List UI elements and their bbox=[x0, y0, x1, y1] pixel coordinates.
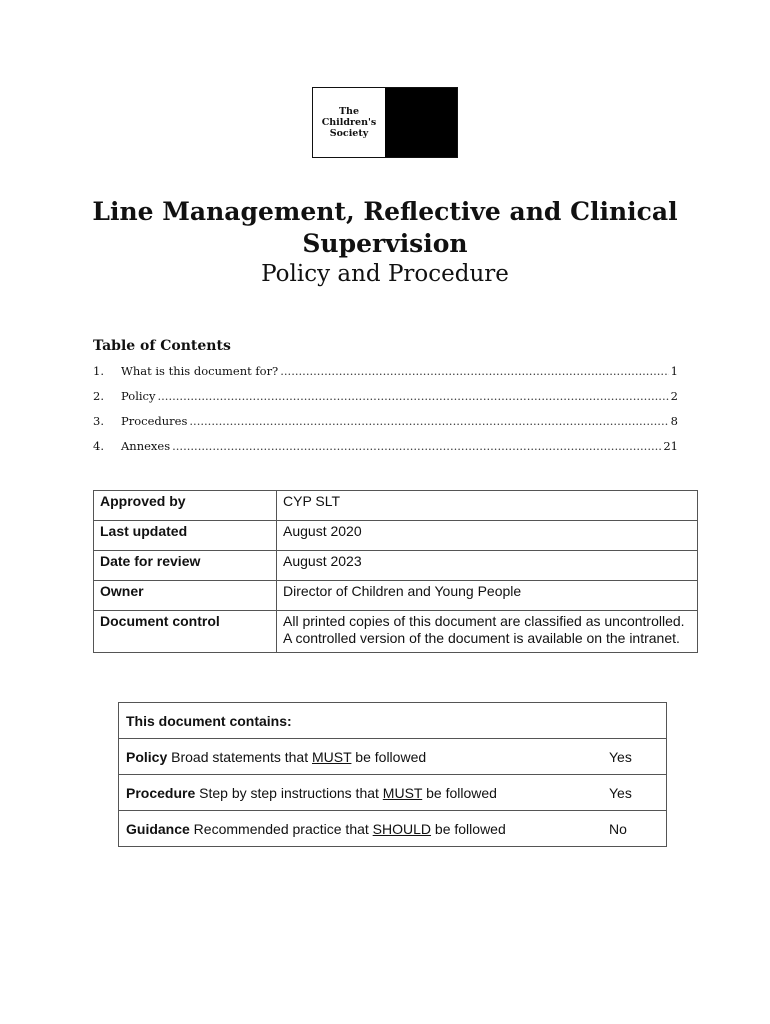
table-row bbox=[94, 581, 698, 611]
contains-value: No bbox=[602, 811, 667, 847]
info-label: Approved by bbox=[94, 491, 277, 521]
contains-emphasis: SHOULD bbox=[372, 820, 432, 837]
toc-entry[interactable] bbox=[93, 389, 678, 414]
contains-term: Procedure bbox=[126, 784, 196, 801]
contains-text: be followed bbox=[422, 784, 497, 801]
table-row bbox=[119, 703, 667, 739]
contains-heading: This document contains: bbox=[119, 703, 667, 739]
toc-entry-page: 2 bbox=[670, 389, 678, 403]
toc-entry-page: 21 bbox=[663, 439, 678, 453]
info-label: Last updated bbox=[94, 521, 277, 551]
contains-term: Guidance bbox=[126, 820, 190, 837]
table-row bbox=[119, 739, 667, 775]
contains-text: be followed bbox=[351, 748, 427, 765]
contains-emphasis: MUST bbox=[382, 784, 423, 801]
logo-black-panel bbox=[385, 88, 457, 157]
document-title: Line Management, Reflective and Clinical Supervision bbox=[92, 197, 678, 258]
contains-description bbox=[119, 811, 603, 847]
toc-entry-label[interactable]: Policy bbox=[121, 389, 156, 403]
toc-dot-leader bbox=[189, 414, 668, 428]
contains-value: Yes bbox=[602, 775, 667, 811]
info-label: Document control bbox=[94, 611, 277, 653]
document-subtitle: Policy and Procedure bbox=[261, 261, 509, 287]
toc-dot-leader bbox=[172, 439, 661, 453]
info-value: All printed copies of this document are classified as uncontrolled. A controlled version of the document is available on the intranet. bbox=[277, 611, 698, 653]
toc-entry[interactable] bbox=[93, 439, 678, 464]
contains-text: Recommended practice that bbox=[189, 820, 373, 837]
info-value: CYP SLT bbox=[277, 491, 698, 521]
contains-description bbox=[119, 739, 603, 775]
table-row bbox=[119, 811, 667, 847]
toc-entry-number: 3. bbox=[93, 414, 104, 428]
document-contains-table bbox=[118, 702, 667, 847]
toc-entry-label[interactable]: Annexes bbox=[121, 439, 171, 453]
document-info-table bbox=[93, 490, 698, 653]
table-row bbox=[94, 551, 698, 581]
contains-emphasis: MUST bbox=[312, 748, 352, 765]
table-row bbox=[94, 491, 698, 521]
toc-entry-number: 1. bbox=[93, 364, 104, 378]
contains-value: Yes bbox=[602, 739, 667, 775]
contains-text: Broad statements that bbox=[167, 748, 312, 765]
logo-line-1: The bbox=[338, 106, 360, 117]
toc-entry-number: 4. bbox=[93, 439, 104, 453]
contains-text: Step by step instructions that bbox=[195, 784, 383, 801]
toc-entry-page: 8 bbox=[670, 414, 678, 428]
contains-text: be followed bbox=[431, 820, 506, 837]
table-row bbox=[119, 775, 667, 811]
logo-line-3: Society bbox=[329, 128, 369, 139]
info-label: Owner bbox=[94, 581, 277, 611]
toc-entry-label[interactable]: What is this document for? bbox=[121, 364, 279, 378]
toc-entry[interactable] bbox=[93, 364, 678, 389]
toc-entry-number: 2. bbox=[93, 389, 104, 403]
info-value: Director of Children and Young People bbox=[277, 581, 698, 611]
toc-dot-leader bbox=[280, 364, 668, 378]
logo-line-2: Children's bbox=[321, 117, 377, 128]
toc-entry-page: 1 bbox=[670, 364, 678, 378]
contains-term: Policy bbox=[126, 748, 168, 765]
toc-dot-leader bbox=[158, 389, 669, 403]
info-value: August 2023 bbox=[277, 551, 698, 581]
table-of-contents bbox=[93, 364, 678, 464]
contains-description bbox=[119, 775, 603, 811]
logo-wordmark bbox=[313, 88, 385, 157]
table-row bbox=[94, 611, 698, 653]
info-value: August 2020 bbox=[277, 521, 698, 551]
toc-heading: Table of Contents bbox=[93, 338, 231, 354]
table-row bbox=[94, 521, 698, 551]
organisation-logo bbox=[312, 87, 458, 158]
info-label: Date for review bbox=[94, 551, 277, 581]
toc-entry-label[interactable]: Procedures bbox=[121, 414, 188, 428]
toc-entry[interactable] bbox=[93, 414, 678, 439]
